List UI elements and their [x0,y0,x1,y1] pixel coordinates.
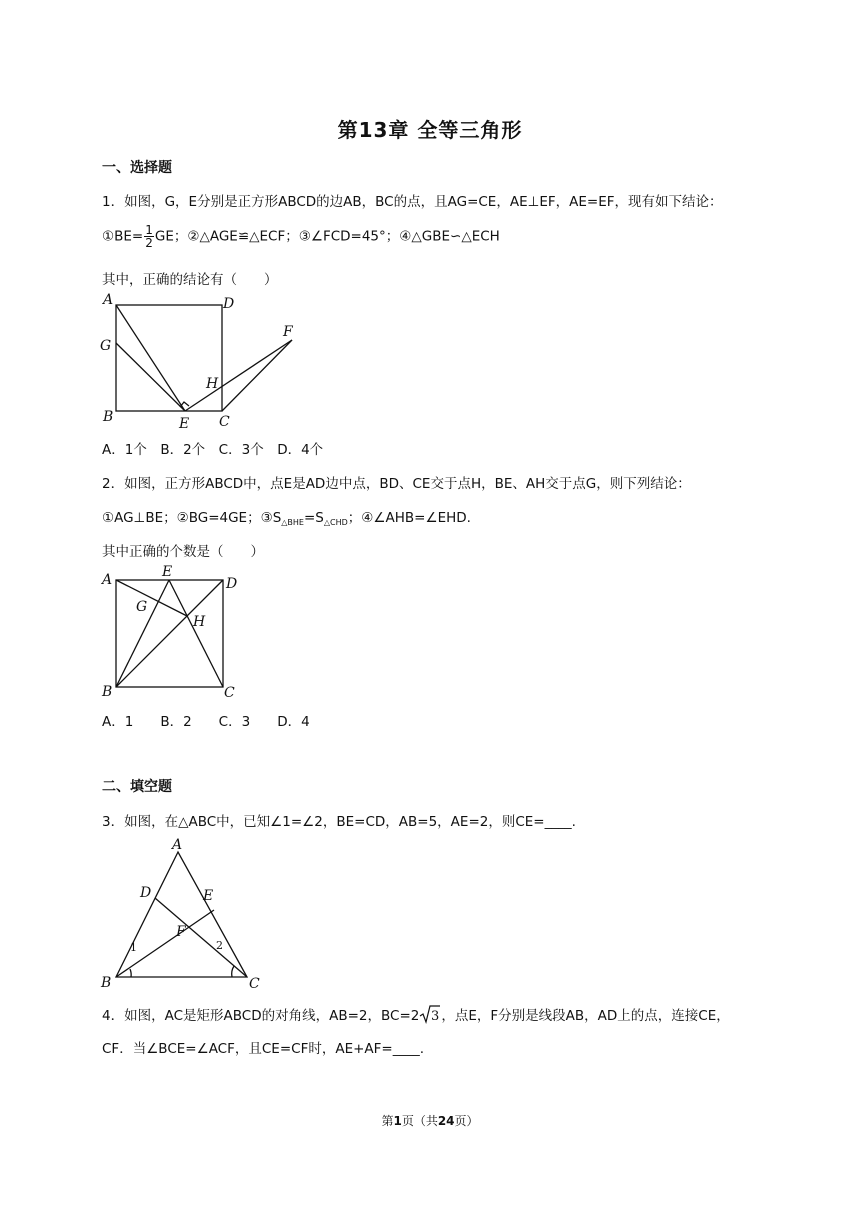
footer-mid: 页（共 [401,1114,438,1128]
q2-ask: 其中正确的个数是（ ） [102,544,264,560]
q1-figure [95,290,310,430]
q2-segment-ce [169,580,223,687]
q1-segment-ae [116,305,185,411]
q1-c1-pre: ①BE= [102,228,144,245]
section-heading-choice: 一、选择题 [102,160,172,176]
page-footer [0,1112,860,1129]
q1-segment-cf [222,340,292,411]
q1-label-c: C [219,414,230,430]
q1-stem: 1．如图，G，E分别是正方形ABCD的边AB，BC的点，且AG=CE，AE⊥EF，AE=EF，现有如下结论： [102,194,723,210]
footer-total-pages: 24 [437,1114,455,1128]
q3-stem: 3．如图，在△ABC中，已知∠1=∠2，BE=CD，AB=5，AE=2，则CE=____. [102,814,576,830]
q1-fraction [144,224,154,249]
q2-label-c: C [224,685,235,701]
q1-frac-den: 2 [145,236,153,250]
q3-segment-cd [155,898,247,977]
q1-segment-ef [185,340,292,411]
q4-line1 [102,1003,730,1029]
q2-c-mid: =S [303,510,324,526]
footer-pre: 第 [381,1114,394,1128]
q3-label-1: 1 [130,941,137,954]
q4-line1-pre: 4．如图，AC是矩形ABCD的对角线，AB=2，BC=2 [102,1008,420,1024]
section-heading-fill: 二、填空题 [102,779,172,795]
q1-label-h: H [206,376,219,392]
q2-figure [95,560,255,705]
q1-c1-post: GE；②△AGE≌△ECF；③∠FCD=45°；④△GBE∽△ECH [154,228,500,245]
q2-label-a: A [102,572,113,588]
q4-radicand: 3 [431,1009,440,1024]
q3-angle-1-arc [130,969,131,977]
q1-right-angle-mark [180,402,189,407]
q2-label-e: E [162,564,173,580]
q1-label-f: F [283,324,293,340]
q1-label-b: B [103,409,114,425]
q2-segment-be [116,580,169,687]
q2-sub-bhe: △BHE [281,518,304,527]
q1-options: A．1个 B．2个 C．3个 D．4个 [102,442,324,458]
q4-line2: CF．当∠BCE=∠ACF，且CE=CF时，AE+AF=____. [102,1041,425,1057]
q2-label-g: G [136,599,148,615]
q3-label-e: E [203,888,214,904]
q3-label-f: F [176,924,186,940]
q3-label-a: A [172,837,183,853]
q2-stem: 2．如图，正方形ABCD中，点E是AD边中点，BD、CE交于点H，BE、AH交于点G，则下列结论： [102,476,691,492]
q3-triangle [116,852,247,977]
q1-segment-ge [116,343,185,411]
footer-post: 页） [454,1114,479,1128]
q4-line1-post: ，点E，F分别是线段AB，AD上的点，连接CE， [441,1008,730,1024]
q2-diagonal-bd [116,580,223,687]
q3-label-c: C [249,976,260,992]
q2-c-pre: ①AG⊥BE；②BG=4GE；③S [102,510,282,526]
q1-label-e: E [179,416,190,430]
q2-label-d: D [226,576,238,592]
q1-ask: 其中，正确的结论有（ ） [102,272,278,288]
sqrt-icon [419,1003,441,1029]
q1-label-d: D [223,296,235,312]
q3-figure [95,835,275,995]
q2-options: A．1 B．2 C．3 D．4 [102,714,310,730]
footer-page-number: 1 [393,1114,402,1128]
q2-label-h: H [193,614,206,630]
q1-frac-num: 1 [145,223,153,237]
q3-label-d: D [140,885,152,901]
q2-label-b: B [102,684,113,700]
q1-conclusions [102,224,500,249]
q2-sub-chd: △CHD [323,518,348,527]
q3-label-b: B [101,975,112,991]
q2-c-post: ；④∠AHB=∠EHD. [347,510,471,526]
page-title: 第13章 全等三角形 [337,118,523,142]
q2-segment-ah [116,580,187,616]
q3-angle-2-arc [232,966,234,977]
q1-label-g: G [100,338,112,354]
q2-conclusions [102,506,471,527]
q1-label-a: A [103,292,114,308]
q3-label-2: 2 [216,939,223,952]
